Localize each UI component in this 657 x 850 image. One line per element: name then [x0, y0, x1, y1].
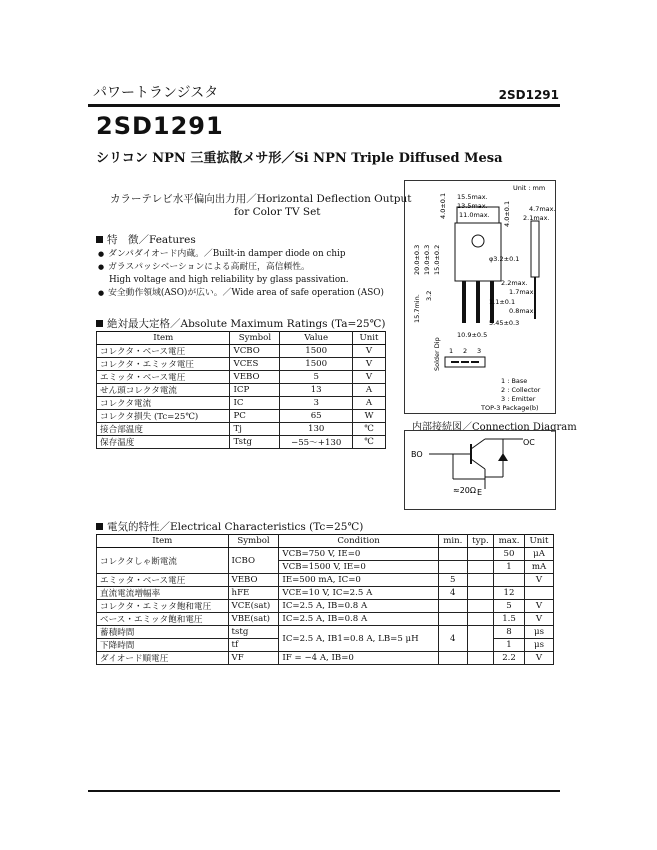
feature-item: High voltage and high reliability by glass passivation. [109, 275, 349, 285]
circuit-svg [405, 431, 555, 509]
table-row: コレクタ・ベース電圧 VCBO 1500 V [97, 345, 386, 358]
top-rule [88, 104, 560, 107]
table-row: エミッタ・ベース電圧 VEBO 5 V [97, 371, 386, 384]
svg-text:1: 1 [449, 347, 454, 355]
svg-text:10.9±0.5: 10.9±0.5 [457, 331, 488, 339]
feature-item: ● ダンパダイオード内蔵。／Built-in damper diode on chip [98, 248, 384, 261]
svg-text:φ3.2±0.1: φ3.2±0.1 [489, 255, 520, 263]
table-row: 保存温度 Tstg −55～+130 ℃ [97, 436, 386, 449]
svg-text:Solder Dip: Solder Dip [433, 337, 441, 371]
svg-text:1.7max.: 1.7max. [509, 288, 536, 296]
bullet-square-icon [96, 523, 103, 530]
features-list [98, 248, 384, 300]
svg-text:E: E [477, 488, 483, 497]
svg-text:15.0±0.2: 15.0±0.2 [433, 244, 441, 275]
table-row: コレクタしゃ断電流 ICBO VCB=750 V, IE=0 50 μA [97, 548, 554, 561]
unit-label: Unit : mm [513, 184, 546, 192]
abs-max-heading: 絶対最大定格／Absolute Maximum Ratings (Ta=25℃) [96, 316, 385, 331]
features-heading: 特 徴／Features [96, 232, 196, 247]
bottom-rule [88, 790, 560, 792]
table-row: コレクタ・エミッタ電圧 VCES 1500 V [97, 358, 386, 371]
table-row: 下降時間 tf 1 μs [97, 639, 554, 652]
application-line2: for Color TV Set [234, 206, 321, 218]
table-row: コレクタ電流 IC 3 A [97, 397, 386, 410]
svg-text:11.0max.: 11.0max. [459, 211, 490, 219]
part-subtitle: シリコン NPN 三重拡散メサ形／Si NPN Triple Diffused Mesa [96, 151, 503, 166]
svg-text:2 : Collector: 2 : Collector [501, 386, 541, 394]
table-row: 直流電流増幅率 hFE VCE=10 V, IC=2.5 A 4 12 [97, 587, 554, 600]
connection-diagram [404, 430, 556, 510]
svg-text:2: 2 [463, 347, 468, 355]
bullet-square-icon [96, 320, 103, 327]
svg-text:15.5max.: 15.5max. [457, 193, 488, 201]
application-line1: カラーテレビ水平偏向出力用／Horizontal Deflection Output [110, 193, 412, 205]
svg-text:20.0±0.3: 20.0±0.3 [413, 244, 421, 275]
table-row: ベース・エミッタ飽和電圧 VBE(sat) IC=2.5 A, IB=0.8 A 1.5 V [97, 613, 554, 626]
svg-text:OC: OC [523, 438, 535, 447]
svg-text:BO: BO [411, 450, 423, 459]
table-row: ダイオード順電圧 VF IF = −4 A, IB=0 2.2 V [97, 652, 554, 665]
svg-text:TOP-3 Package(b): TOP-3 Package(b) [481, 404, 539, 412]
connection-title: 内部接続図／Connection Diagram [412, 422, 577, 433]
category-header: パワートランジスタ [93, 85, 219, 101]
svg-text:19.0±0.3: 19.0±0.3 [423, 244, 431, 275]
svg-text:≈20Ω: ≈20Ω [453, 486, 476, 495]
svg-text:4.0±0.1: 4.0±0.1 [439, 192, 447, 219]
svg-text:3.2: 3.2 [425, 290, 433, 301]
bullet-square-icon [96, 236, 103, 243]
svg-text:4.7max.: 4.7max. [529, 205, 555, 213]
table-row: コレクタ・エミッタ飽和電圧 VCE(sat) IC=2.5 A, IB=0.8 A 5 V [97, 600, 554, 613]
svg-text:13.5max.: 13.5max. [457, 202, 488, 210]
table-row: 接合部温度 Tj 130 ℃ [97, 423, 386, 436]
part-title: 2SD1291 [96, 112, 224, 140]
svg-text:3: 3 [477, 347, 482, 355]
svg-text:5.45±0.3: 5.45±0.3 [489, 319, 520, 327]
elec-heading: 電気的特性／Electrical Characteristics (Tc=25℃) [96, 519, 363, 534]
part-number-header: 2SD1291 [498, 88, 559, 102]
table-row: コレクタ損失 (Tc=25℃) PC 65 W [97, 410, 386, 423]
package-drawing [404, 180, 556, 414]
svg-text:3 : Emitter: 3 : Emitter [501, 395, 536, 403]
svg-text:4.0±0.1: 4.0±0.1 [503, 200, 511, 227]
feature-item: ● ガラスパッシベーションによる高耐圧，高信頼性。 [98, 261, 384, 274]
abs-max-table: Item Symbol Value Unit コレクタ・ベース電圧 VCBO 1500 V コレクタ・エミッタ電圧 VCES 1500 V エミッタ・ベース電圧 VEBO 5 V せん頭コレクタ電流 ICP 13 A コレクタ電流 IC 3 A コレクタ損失 (Tc=25℃) PC 65 W 接合部温度 Tj 130 ℃ 保存温度 Tstg −55～+130 ℃ [96, 331, 386, 449]
svg-text:1 : Base: 1 : Base [501, 377, 528, 385]
table-row: VCB=1500 V, IE=0 1 mA [97, 561, 554, 574]
table-row: 蓄積時間 tstg IC=2.5 A, IB1=0.8 A, LB=5 μH 4 8 μs [97, 626, 554, 639]
svg-text:1.1±0.1: 1.1±0.1 [489, 298, 516, 306]
table-row: エミッタ・ベース電圧 VEBO IE=500 mA, IC=0 5 V [97, 574, 554, 587]
svg-text:0.8max.: 0.8max. [509, 307, 536, 315]
svg-text:15.7min.: 15.7min. [413, 294, 421, 323]
feature-item: ● 安全動作領域(ASO)が広い。／Wide area of safe operation (ASO) [98, 287, 384, 300]
application-text [110, 193, 411, 219]
elec-char-table: Item Symbol Condition min. typ. max. Unit コレクタしゃ断電流 ICBO VCB=750 V, IE=0 50 μA VCB=1500 V, IE=0 1 mA エミッタ・ベース電圧 VEBO IE=500 mA, IC=0 5 V 直流電流増幅率 hFE VCE=10 V, IC=2.5 A 4 12 コレクタ・エミッタ飽和電圧 VCE(sat) IC=2.5 A, IB=0.8 A 5 V ベース・エミッタ飽和電圧 VBE(sat) IC=2.5 A, IB=0.8 A 1.5 V 蓄積時間 tstg IC=2.5 A, IB1=0.8 A, LB=5 μH 4 8 μs 下降時間 tf 1 μs ダイオード順電圧 VF IF = −4 A, IB=0 2.2 V [96, 534, 554, 665]
svg-text:2.2max.: 2.2max. [501, 279, 528, 287]
svg-text:2.1max.: 2.1max. [523, 214, 550, 222]
package-outline-svg [405, 181, 555, 413]
table-row: せん頭コレクタ電流 ICP 13 A [97, 384, 386, 397]
